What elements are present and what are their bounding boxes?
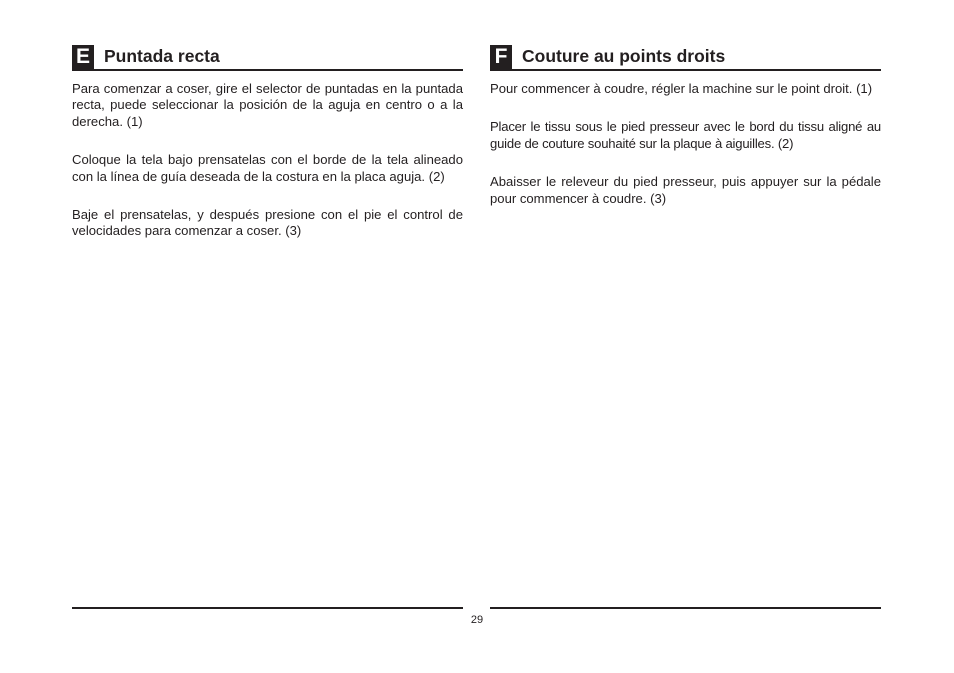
paragraph: Baje el prensatelas, y después presione con el pie el control de velocidades para comenzar a coser. (3) [72, 207, 463, 239]
footer-divider-right [490, 607, 881, 609]
section-letter-badge: E [72, 45, 94, 69]
footer-divider-left [72, 607, 463, 609]
section-spanish [72, 44, 463, 262]
paragraph: Pour commencer à coudre, régler la machine sur le point droit. (1) [490, 81, 873, 96]
paragraph: Coloque la tela bajo prensatelas con el borde de la tela alineado con la línea de guía deseada de la costura en la placa aguja. (2) [72, 152, 463, 184]
paragraph: Abaisser le releveur du pied presseur, puis appuyer sur la pédale pour commencer à coudre. (3) [490, 174, 881, 206]
paragraph: Para comenzar a coser, gire el selector de puntadas en la puntada recta, puede seleccionar la posición de la aguja en centro o a la derecha. (1) [72, 81, 463, 129]
section-french [490, 44, 881, 229]
section-letter-badge: F [490, 45, 512, 69]
section-heading [490, 44, 881, 71]
section-title: Puntada recta [104, 46, 220, 66]
section-heading [72, 44, 463, 71]
section-body [490, 81, 881, 207]
section-title: Couture au points droits [522, 46, 726, 66]
section-body [72, 81, 463, 240]
paragraph: Placer le tissu sous le pied presseur avec le bord du tissu aligné au guide de couture souhaité sur la plaque à aiguilles. (2) [490, 119, 881, 151]
page-number: 29 [470, 614, 484, 626]
